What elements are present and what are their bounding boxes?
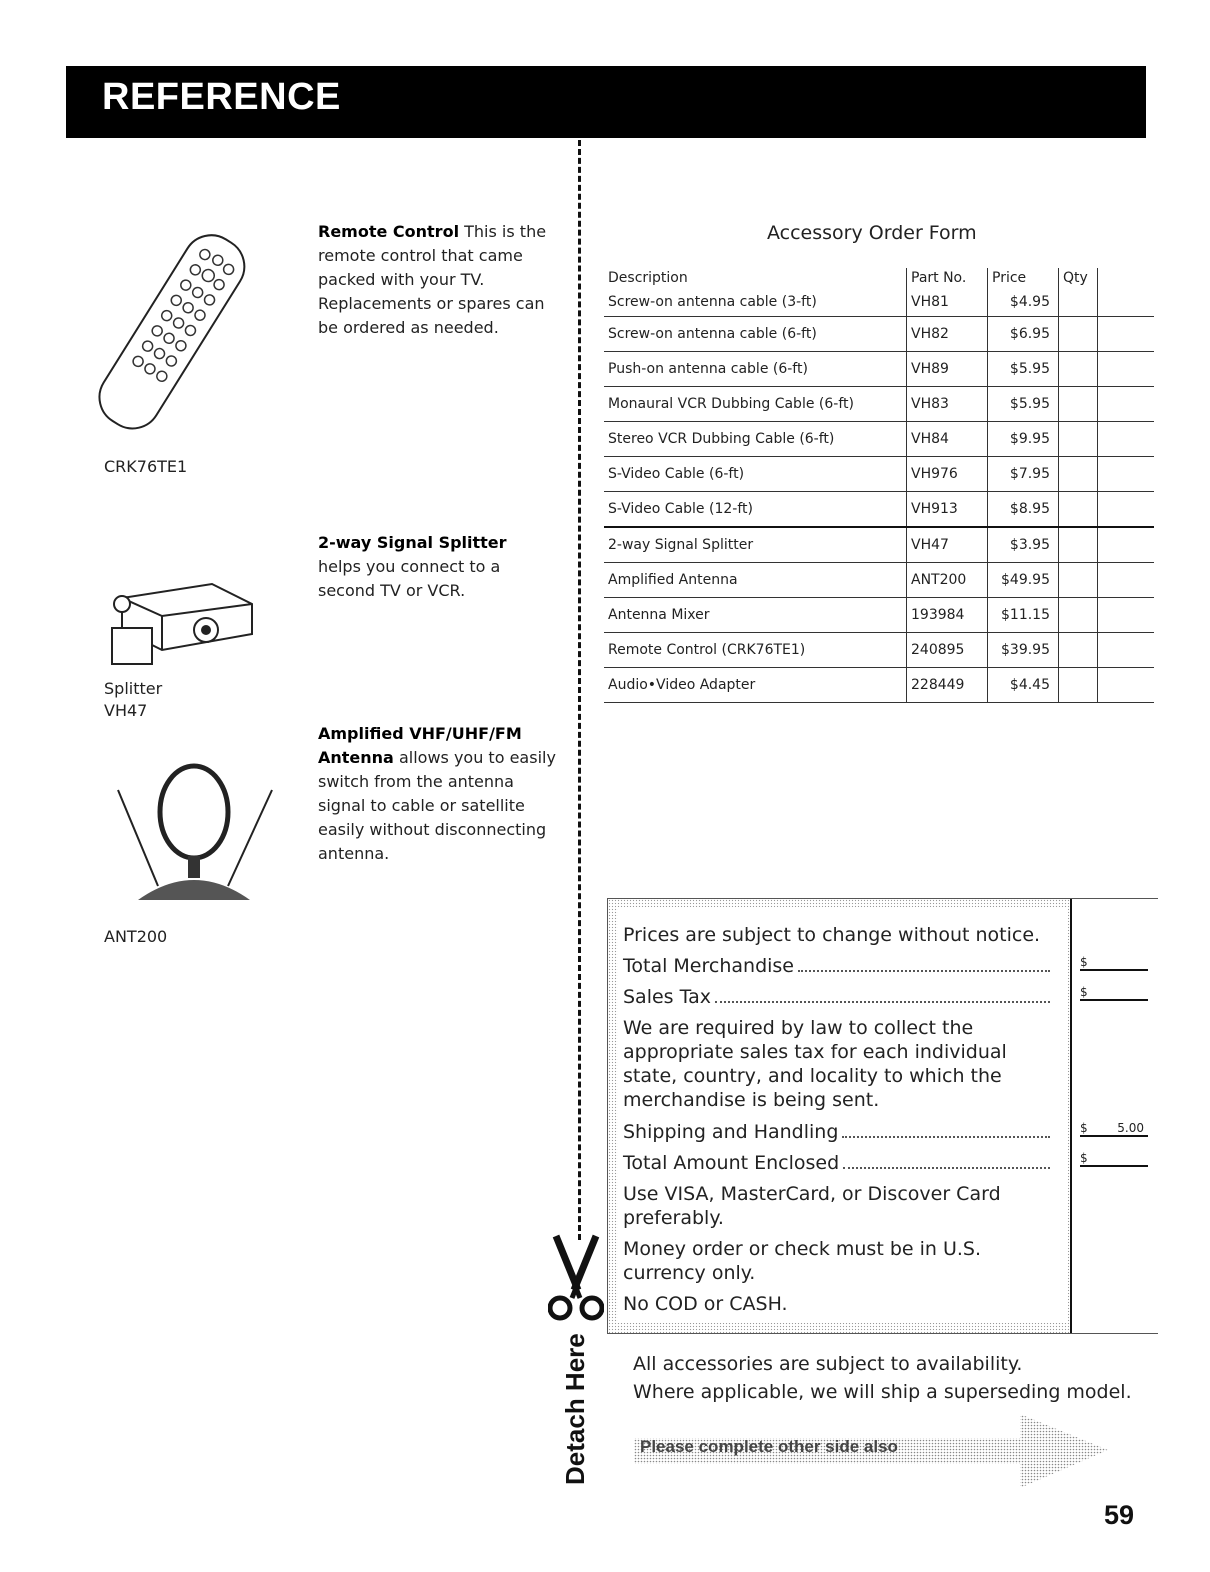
antenna-model-label: ANT200 — [104, 927, 168, 946]
row-description: Antenna Mixer — [604, 598, 907, 633]
sales-tax-amount[interactable] — [1080, 985, 1148, 1001]
col-extra — [1098, 268, 1155, 288]
row-part: VH913 — [907, 492, 988, 528]
row-description: Screw-on antenna cable (3-ft) — [604, 288, 907, 317]
row-description: Remote Control (CRK76TE1) — [604, 633, 907, 668]
total-enclosed-line — [623, 1151, 1053, 1175]
total-enclosed-label: Total Amount Enclosed — [623, 1152, 840, 1174]
row-description: S-Video Cable (6-ft) — [604, 457, 907, 492]
splitter-model-label: VH47 — [104, 701, 148, 720]
row-price: $9.95 — [988, 422, 1059, 457]
amount-column — [1070, 899, 1159, 1333]
remote-title: Remote Control — [318, 222, 460, 241]
price-notice: Prices are subject to change without notice. — [623, 924, 1041, 946]
order-form-title: Accessory Order Form — [767, 222, 977, 244]
row-extra[interactable] — [1098, 457, 1155, 492]
table-row — [604, 492, 1154, 528]
no-cod-note: No COD or CASH. — [623, 1293, 788, 1315]
row-qty[interactable] — [1059, 317, 1098, 352]
row-price: $39.95 — [988, 633, 1059, 668]
row-extra[interactable] — [1098, 633, 1155, 668]
price-summary-box — [607, 898, 1158, 1334]
row-qty[interactable] — [1059, 387, 1098, 422]
row-description: Monaural VCR Dubbing Cable (6-ft) — [604, 387, 907, 422]
total-merchandise-label: Total Merchandise — [623, 955, 794, 977]
col-description: Description — [608, 270, 688, 286]
table-row — [604, 422, 1154, 457]
shipping-amount-value: 5.00 — [1117, 1121, 1144, 1135]
row-qty[interactable] — [1059, 563, 1098, 598]
currency-symbol: $ — [1080, 1121, 1088, 1135]
row-price: $4.45 — [988, 668, 1059, 703]
row-part: VH976 — [907, 457, 988, 492]
row-qty[interactable] — [1059, 422, 1098, 457]
price-notes — [618, 907, 1068, 1323]
row-extra[interactable] — [1098, 598, 1155, 633]
row-qty[interactable] — [1059, 492, 1098, 528]
row-price: $11.15 — [988, 598, 1059, 633]
row-price: $3.95 — [988, 527, 1059, 563]
row-extra[interactable] — [1098, 317, 1155, 352]
splitter-image — [102, 578, 262, 668]
shipping-amount — [1080, 1121, 1148, 1137]
payment-note: Use VISA, MasterCard, or Discover Card preferably. — [623, 1183, 1001, 1229]
row-part: VH82 — [907, 317, 988, 352]
row-qty[interactable] — [1059, 633, 1098, 668]
row-extra[interactable] — [1098, 352, 1155, 387]
order-header-row — [604, 268, 1154, 288]
table-row — [604, 317, 1154, 352]
col-qty: Qty — [1059, 268, 1098, 288]
availability-line-1: All accessories are subject to availability. — [633, 1353, 1023, 1375]
sales-tax-line — [623, 985, 1053, 1009]
row-extra[interactable] — [1098, 527, 1155, 563]
row-extra[interactable] — [1098, 422, 1155, 457]
remote-control-image — [88, 218, 253, 448]
row-description: Amplified Antenna — [604, 563, 907, 598]
row-part: VH89 — [907, 352, 988, 387]
row-qty[interactable] — [1059, 527, 1098, 563]
shipping-label: Shipping and Handling — [623, 1121, 839, 1143]
total-merchandise-line — [623, 954, 1053, 978]
row-extra[interactable] — [1098, 668, 1155, 703]
row-qty[interactable] — [1059, 288, 1098, 317]
row-qty[interactable] — [1059, 598, 1098, 633]
row-part: VH81 — [907, 288, 988, 317]
antenna-title: Amplified VHF/UHF/FM Antenna — [318, 724, 522, 767]
splitter-label: Splitter — [104, 679, 163, 698]
table-row — [604, 352, 1154, 387]
total-enclosed-amount[interactable] — [1080, 1151, 1148, 1167]
row-description: Push-on antenna cable (6-ft) — [604, 352, 907, 387]
row-part: 228449 — [907, 668, 988, 703]
row-part: 240895 — [907, 633, 988, 668]
table-row — [604, 288, 1154, 317]
row-qty[interactable] — [1059, 668, 1098, 703]
table-row — [604, 387, 1154, 422]
table-row — [604, 527, 1154, 563]
row-description: Audio•Video Adapter — [604, 668, 907, 703]
col-part-no: Part No. — [907, 268, 988, 288]
table-row — [604, 668, 1154, 703]
row-description: Screw-on antenna cable (6-ft) — [604, 317, 907, 352]
table-row — [604, 563, 1154, 598]
total-merchandise-amount[interactable] — [1080, 955, 1148, 971]
page-number: 59 — [1104, 1500, 1135, 1530]
currency-note: Money order or check must be in U.S. currency only. — [623, 1238, 982, 1284]
availability-line-2: Where applicable, we will ship a superseding model. — [633, 1381, 1132, 1403]
table-row — [604, 598, 1154, 633]
availability-note — [633, 1350, 1132, 1406]
row-part: ANT200 — [907, 563, 988, 598]
please-complete-text: Please complete other side also — [640, 1437, 898, 1456]
splitter-text: helps you connect to a second TV or VCR. — [318, 557, 501, 600]
antenna-description — [318, 722, 558, 866]
row-price: $4.95 — [988, 288, 1059, 317]
row-price: $5.95 — [988, 387, 1059, 422]
row-price: $8.95 — [988, 492, 1059, 528]
splitter-description — [318, 531, 558, 603]
shipping-line — [623, 1120, 1053, 1144]
tax-note: We are required by law to collect the appropriate sales tax for each individual state, country, and locality to which the merchandise is being sent. — [623, 1017, 1007, 1111]
header-banner — [66, 66, 1146, 138]
row-description: 2-way Signal Splitter — [604, 527, 907, 563]
table-row — [604, 633, 1154, 668]
row-description: Stereo VCR Dubbing Cable (6-ft) — [604, 422, 907, 457]
row-extra[interactable] — [1098, 387, 1155, 422]
row-extra[interactable] — [1098, 492, 1155, 528]
row-extra[interactable] — [1098, 288, 1155, 317]
antenna-text: allows you to easily switch from the antenna signal to cable or satellite easily without disconnecting antenna. — [318, 748, 556, 863]
cut-line — [578, 140, 581, 1240]
remote-description — [318, 220, 558, 340]
table-row — [604, 457, 1154, 492]
antenna-image — [108, 760, 278, 915]
row-part: 193984 — [907, 598, 988, 633]
row-description: S-Video Cable (12-ft) — [604, 492, 907, 528]
row-part: VH47 — [907, 527, 988, 563]
currency-symbol: $ — [1080, 985, 1088, 999]
row-extra[interactable] — [1098, 563, 1155, 598]
detach-here-label: Detach Here — [560, 1333, 590, 1485]
splitter-title: 2-way Signal Splitter — [318, 533, 507, 552]
row-qty[interactable] — [1059, 457, 1098, 492]
currency-symbol: $ — [1080, 955, 1088, 969]
col-price: Price — [988, 268, 1059, 288]
row-price: $5.95 — [988, 352, 1059, 387]
row-qty[interactable] — [1059, 352, 1098, 387]
sales-tax-label: Sales Tax — [623, 986, 711, 1008]
row-part: VH84 — [907, 422, 988, 457]
row-price: $7.95 — [988, 457, 1059, 492]
remote-text: This is the remote control that came packed with your TV. Replacements or spares can be ordered as needed. — [318, 222, 547, 337]
currency-symbol: $ — [1080, 1151, 1088, 1165]
row-part: VH83 — [907, 387, 988, 422]
row-price: $49.95 — [988, 563, 1059, 598]
remote-model-label: CRK76TE1 — [104, 457, 188, 476]
scissors-icon — [548, 1232, 604, 1324]
order-form-table — [604, 268, 1154, 703]
row-price: $6.95 — [988, 317, 1059, 352]
page-title: REFERENCE — [102, 76, 341, 118]
